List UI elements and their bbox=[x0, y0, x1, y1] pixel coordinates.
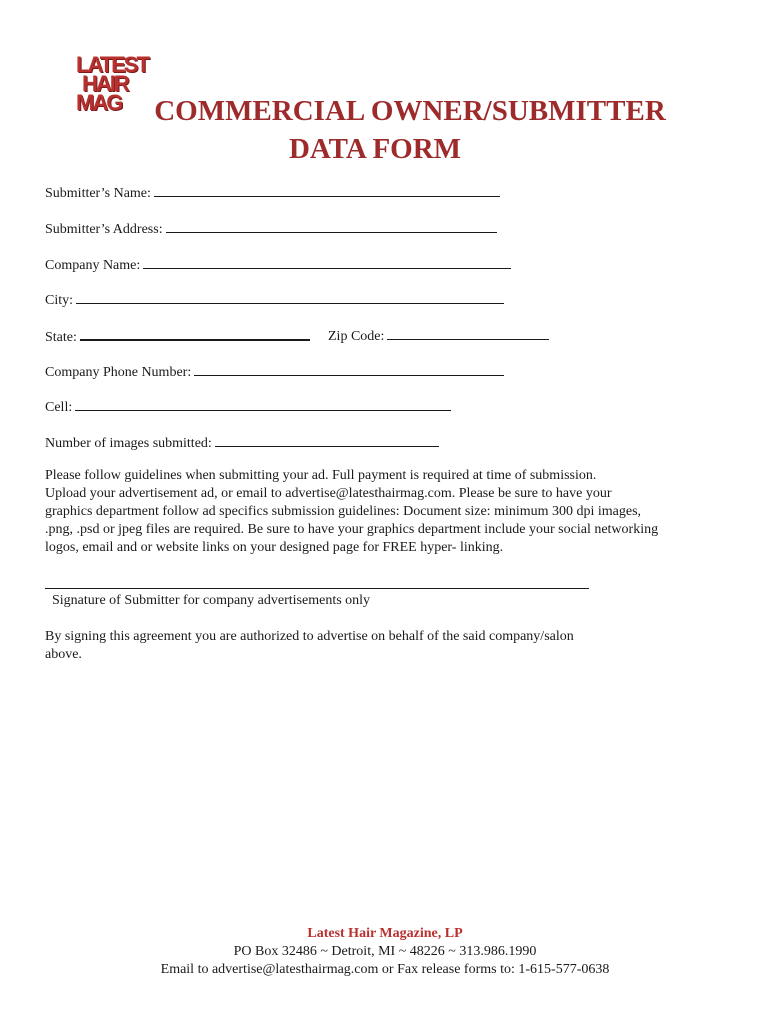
guidelines-line: Upload your advertisement ad, or email to advertise@latesthairmag.com. Please be sure to have your bbox=[45, 486, 612, 501]
company-name-field[interactable] bbox=[45, 254, 511, 274]
page-title bbox=[0, 92, 770, 168]
logo-line-2: HAIR bbox=[82, 71, 128, 96]
zip-code-field[interactable] bbox=[328, 325, 549, 345]
guidelines-line: graphics department follow ad specifics submission guidelines: Document size: minimum 300 dpi images, bbox=[45, 504, 642, 519]
company-phone-label: Company Phone Number: bbox=[45, 365, 192, 380]
submitter-name-field[interactable] bbox=[45, 182, 500, 202]
guidelines-line: logos, email and or website links on your designed page for FREE hyper- linking. bbox=[45, 540, 504, 555]
state-label: State: bbox=[45, 330, 77, 345]
agreement-line: By signing this agreement you are authorized to advertise on behalf of the said company/salon bbox=[45, 629, 574, 644]
footer-company-name: Latest Hair Magazine, LP bbox=[307, 926, 463, 941]
agreement-paragraph bbox=[45, 628, 645, 664]
guidelines-line: Please follow guidelines when submitting your ad. Full payment is required at time of submission. bbox=[45, 468, 597, 483]
num-images-label: Number of images submitted: bbox=[45, 436, 212, 451]
guidelines-paragraph bbox=[45, 467, 725, 557]
submitter-name-label: Submitter’s Name: bbox=[45, 186, 151, 201]
state-field[interactable] bbox=[45, 325, 310, 345]
submitter-address-line[interactable] bbox=[166, 218, 497, 233]
signature-label: Signature of Submitter for company advertisements only bbox=[52, 593, 371, 608]
submitter-address-label: Submitter’s Address: bbox=[45, 222, 163, 237]
company-phone-field[interactable] bbox=[45, 361, 504, 381]
agreement-line: above. bbox=[45, 647, 82, 662]
num-images-field[interactable] bbox=[45, 432, 439, 452]
footer-email-fax: Email to advertise@latesthairmag.com or Fax release forms to: 1-615-577-0638 bbox=[160, 962, 610, 977]
city-label: City: bbox=[45, 293, 74, 308]
guidelines-line: .png, .psd or jpeg files are required. Be sure to have your graphics department include your social networking bbox=[45, 522, 659, 537]
title-line-1: COMMERCIAL OWNER/SUBMITTER bbox=[154, 95, 666, 127]
logo-line-1: LATEST bbox=[76, 52, 148, 77]
footer-address: PO Box 32486 ~ Detroit, MI ~ 48226 ~ 313.986.1990 bbox=[233, 944, 537, 959]
zip-code-label: Zip Code: bbox=[328, 329, 385, 344]
submitter-address-field[interactable] bbox=[45, 218, 497, 238]
zip-code-line[interactable] bbox=[387, 325, 549, 340]
company-name-label: Company Name: bbox=[45, 258, 141, 273]
company-phone-line[interactable] bbox=[194, 361, 504, 376]
submitter-name-line[interactable] bbox=[154, 182, 500, 197]
city-field[interactable] bbox=[45, 289, 504, 309]
num-images-line[interactable] bbox=[215, 432, 439, 447]
company-name-line[interactable] bbox=[143, 254, 511, 269]
signature-line[interactable] bbox=[45, 588, 589, 589]
cell-field[interactable] bbox=[45, 396, 451, 416]
title-line-2: DATA FORM bbox=[288, 133, 462, 165]
logo-line-3: MAG bbox=[76, 90, 122, 115]
city-line[interactable] bbox=[76, 289, 504, 304]
cell-label: Cell: bbox=[45, 400, 73, 415]
cell-line[interactable] bbox=[75, 396, 451, 411]
state-line[interactable] bbox=[80, 325, 310, 341]
